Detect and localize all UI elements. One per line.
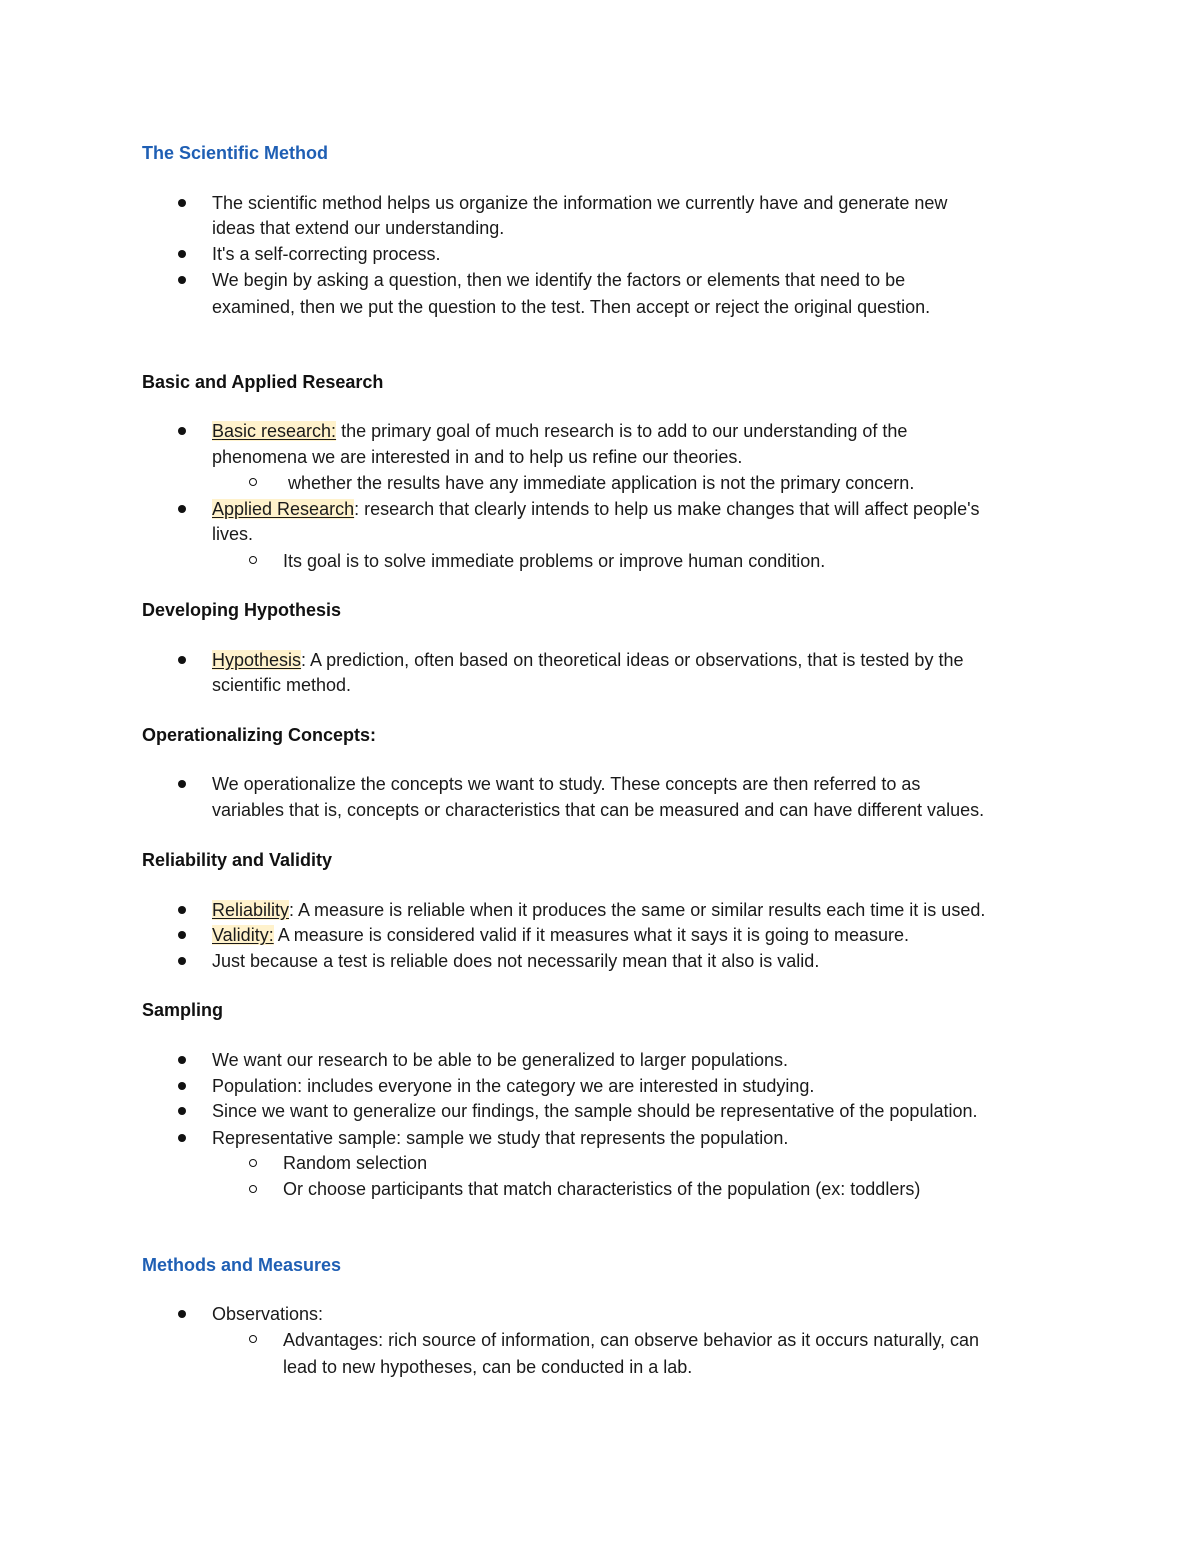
- term-reliability: Reliability: [212, 900, 290, 920]
- bullet-icon: [178, 656, 186, 664]
- sub-bullet-icon: [249, 556, 257, 564]
- section-heading-scientific-method: The Scientific Method: [142, 143, 329, 163]
- bullet-icon: [178, 906, 186, 914]
- bullet-icon: [178, 957, 186, 965]
- sub-list-item: whether the results have any immediate application is not the primary concern.: [288, 473, 915, 493]
- term-applied-research: Applied Research: [212, 499, 355, 519]
- list-item: [212, 647, 963, 673]
- list-item: Observations:: [212, 1304, 324, 1324]
- section-heading-methods-measures: Methods and Measures: [142, 1255, 342, 1275]
- list-item-continuation: variables that is, concepts or characteristics that can be measured and can have different values.: [212, 800, 985, 820]
- bullet-icon: [178, 780, 186, 788]
- term-basic-research: Basic research:: [212, 421, 337, 441]
- bullet-icon: [178, 199, 186, 207]
- sub-bullet-icon: [249, 1159, 257, 1167]
- section-heading-reliability-validity: Reliability and Validity: [142, 850, 333, 870]
- list-item: Just because a test is reliable does not necessarily mean that it also is valid.: [212, 951, 820, 971]
- list-item: [212, 496, 980, 522]
- list-item-continuation: ideas that extend our understanding.: [212, 218, 505, 238]
- list-item-continuation: scientific method.: [212, 675, 352, 695]
- list-item: Representative sample: sample we study that represents the population.: [212, 1128, 789, 1148]
- sub-list-item: Advantages: rich source of information, can observe behavior as it occurs naturally, can: [283, 1330, 980, 1350]
- section-heading-basic-applied-research: Basic and Applied Research: [142, 372, 384, 392]
- list-item: We want our research to be able to be generalized to larger populations.: [212, 1050, 789, 1070]
- list-item-continuation: lives.: [212, 524, 254, 544]
- bullet-icon: [178, 1082, 186, 1090]
- bullet-icon: [178, 931, 186, 939]
- list-item-continuation: phenomena we are interested in and to help us refine our theories.: [212, 447, 743, 467]
- section-heading-developing-hypothesis: Developing Hypothesis: [142, 600, 342, 620]
- bullet-icon: [178, 1310, 186, 1318]
- section-heading-operationalizing-concepts: Operationalizing Concepts:: [142, 725, 377, 745]
- bullet-icon: [178, 1107, 186, 1115]
- list-item: The scientific method helps us organize the information we currently have and generate new: [212, 193, 948, 213]
- list-item: It's a self-correcting process.: [212, 244, 441, 264]
- definition-text: A measure is considered valid if it measures what it says it is going to measure.: [273, 925, 909, 945]
- definition-text: the primary goal of much research is to add to our understanding of the: [336, 421, 908, 441]
- definition-text: : research that clearly intends to help us make changes that will affect people's: [354, 499, 980, 519]
- bullet-icon: [178, 427, 186, 435]
- definition-text: : A measure is reliable when it produces the same or similar results each time it is used.: [289, 900, 986, 920]
- list-item: [212, 418, 907, 444]
- bullet-icon: [178, 505, 186, 513]
- sub-bullet-icon: [249, 1185, 257, 1193]
- list-item-continuation: examined, then we put the question to the test. Then accept or reject the original question.: [212, 297, 931, 317]
- list-item: We begin by asking a question, then we identify the factors or elements that need to be: [212, 270, 906, 290]
- list-item: Population: includes everyone in the category we are interested in studying.: [212, 1076, 815, 1096]
- bullet-icon: [178, 276, 186, 284]
- list-item: [212, 922, 909, 948]
- list-item: We operationalize the concepts we want to study. These concepts are then referred to as: [212, 774, 921, 794]
- sub-bullet-icon: [249, 478, 257, 486]
- sub-list-item: Or choose participants that match characteristics of the population (ex: toddlers): [283, 1179, 921, 1199]
- sub-bullet-icon: [249, 1335, 257, 1343]
- term-hypothesis: Hypothesis: [212, 650, 302, 670]
- bullet-icon: [178, 1056, 186, 1064]
- list-item: [212, 897, 985, 923]
- list-item: Since we want to generalize our findings, the sample should be representative of the population.: [212, 1101, 978, 1121]
- section-heading-sampling: Sampling: [142, 1000, 224, 1020]
- bullet-icon: [178, 1134, 186, 1142]
- sub-list-item: Its goal is to solve immediate problems or improve human condition.: [283, 551, 826, 571]
- sub-list-item: Random selection: [283, 1153, 428, 1173]
- bullet-icon: [178, 250, 186, 258]
- term-validity: Validity:: [212, 925, 274, 945]
- definition-text: : A prediction, often based on theoretical ideas or observations, that is tested by the: [301, 650, 964, 670]
- sub-list-item-continuation: lead to new hypotheses, can be conducted in a lab.: [283, 1357, 693, 1377]
